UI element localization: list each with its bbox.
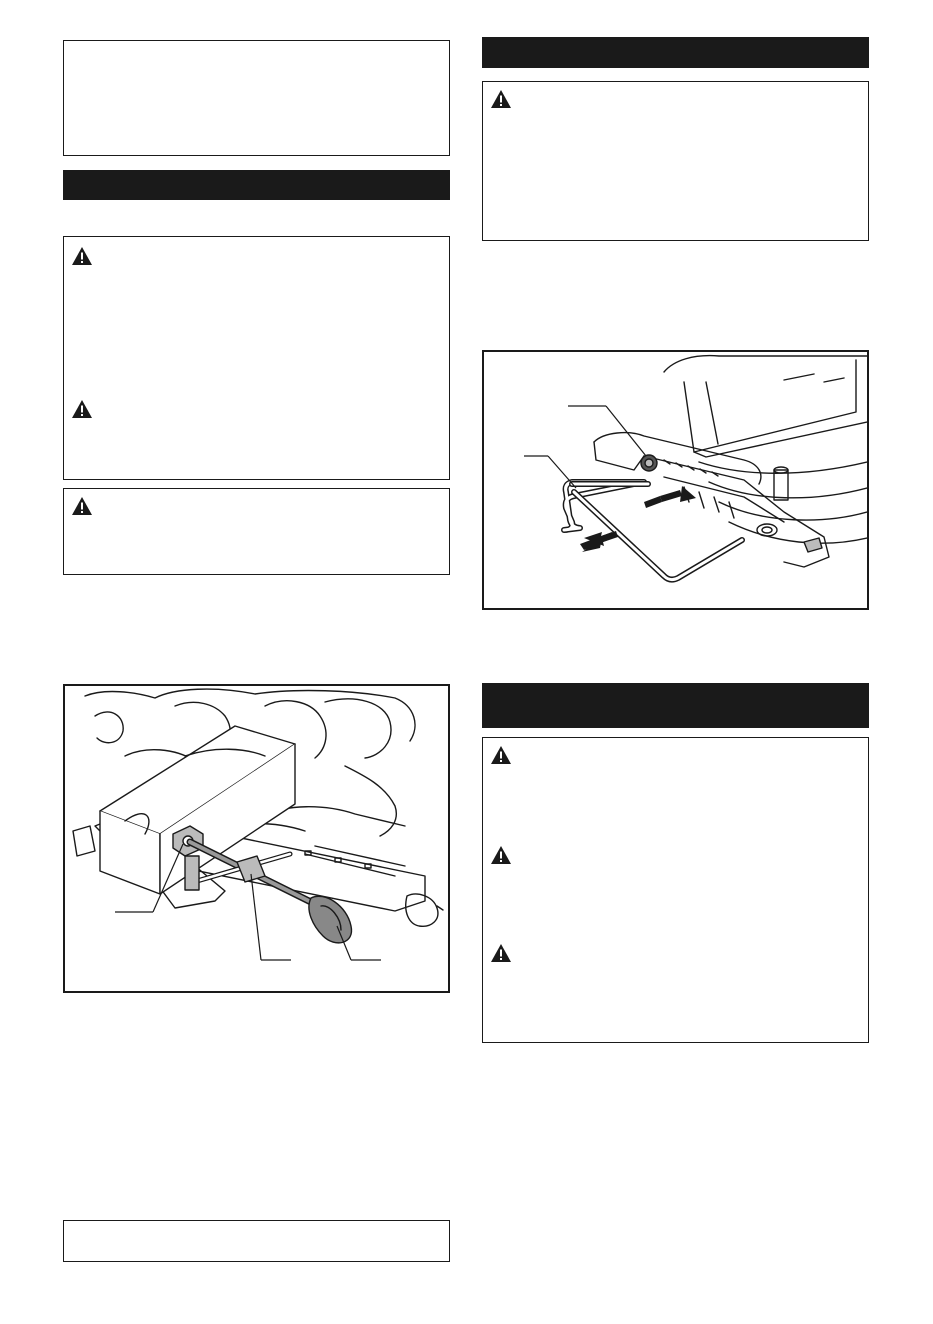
warning-box [482, 737, 869, 1043]
holder-rod-figure [482, 350, 869, 610]
miter-saw-vise-illustration [65, 686, 448, 991]
vise-figure [63, 684, 450, 993]
warning-box [482, 81, 869, 241]
warning-box [63, 488, 450, 575]
warning-icon [490, 745, 512, 765]
note-box [63, 1220, 450, 1262]
section-header-bar [63, 170, 450, 200]
note-box [63, 40, 450, 156]
warning-icon [71, 496, 93, 516]
holder-rod-illustration [484, 352, 867, 608]
warning-icon [71, 399, 93, 419]
section-header-bar [482, 37, 869, 68]
warning-icon [490, 845, 512, 865]
warning-box [63, 236, 450, 480]
section-header-bar [482, 683, 869, 728]
warning-icon [490, 943, 512, 963]
warning-icon [490, 89, 512, 109]
warning-icon [71, 246, 93, 266]
